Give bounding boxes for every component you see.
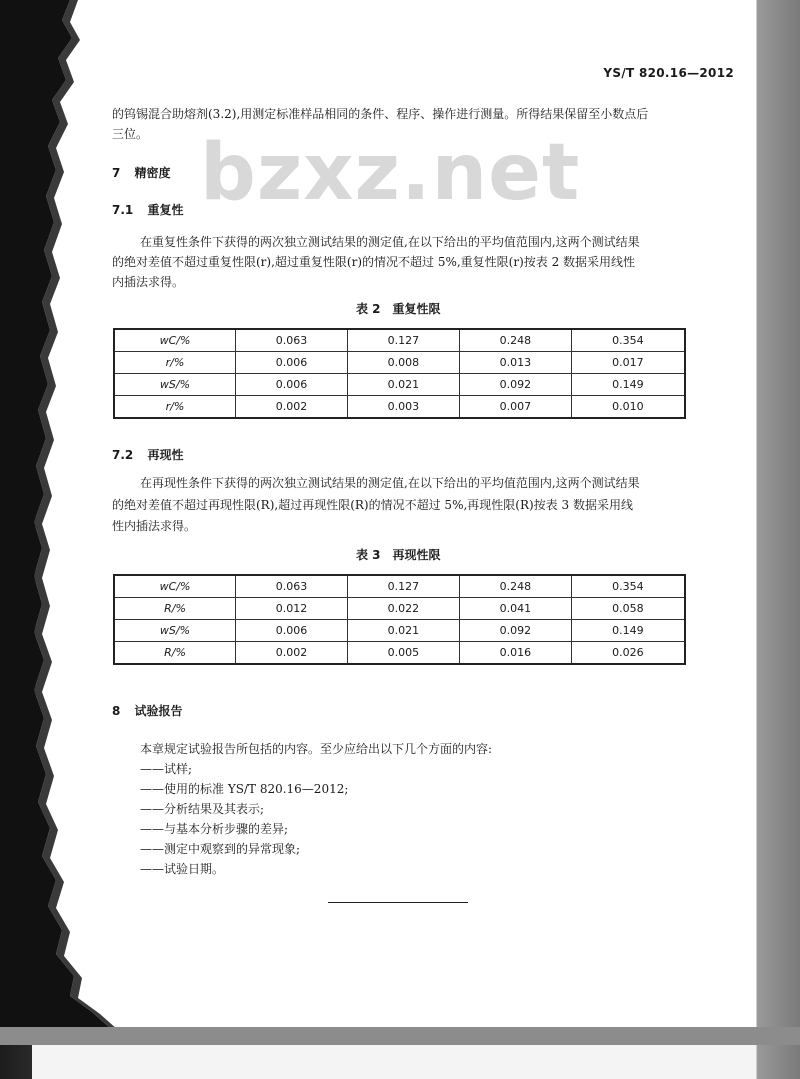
section-8-number: 8	[112, 704, 121, 718]
table-cell: 0.002	[236, 396, 348, 419]
section-8-heading	[112, 702, 183, 719]
table-cell: 0.016	[459, 642, 571, 665]
table-row	[114, 575, 685, 598]
report-item: ——测定中观察到的异常现象;	[140, 842, 301, 856]
table-cell: 0.354	[571, 575, 685, 598]
section-7-2-number: 7.2	[112, 448, 134, 462]
table-cell: 0.041	[459, 598, 571, 620]
table-cell: 0.149	[571, 374, 685, 396]
report-item: ——试验日期。	[140, 862, 225, 876]
page-gap	[0, 1027, 800, 1045]
section-7-1-heading	[112, 201, 183, 218]
table-cell: 0.021	[347, 374, 459, 396]
report-intro: 本章规定试验报告所包括的内容。至少应给出以下几个方面的内容:	[140, 742, 493, 756]
section-7-2-title: 再现性	[147, 448, 184, 462]
table-row	[114, 642, 685, 665]
table-cell: wS/%	[114, 620, 236, 642]
standard-code: YS/T 820.16—2012	[603, 66, 734, 80]
section-7-2-heading	[112, 446, 183, 463]
table-cell: 0.006	[236, 352, 348, 374]
table-row	[114, 329, 685, 352]
table-3-caption: 表 3 再现性限	[356, 548, 441, 562]
table-cell: 0.006	[236, 374, 348, 396]
table-cell: 0.017	[571, 352, 685, 374]
table-cell: 0.002	[236, 642, 348, 665]
repeatability-table	[113, 328, 686, 419]
next-page-edge	[32, 1045, 756, 1079]
intro-line-1: 的钨锡混合助熔剂(3.2),用测定标准样品相同的条件、程序、操作进行测量。所得结果保留至小数点后	[112, 107, 649, 121]
table-row	[114, 352, 685, 374]
table-cell: r/%	[114, 396, 236, 419]
table-cell: 0.248	[459, 575, 571, 598]
intro-line-2: 三位。	[112, 127, 149, 141]
table-cell: 0.058	[571, 598, 685, 620]
watermark: bzxz.net	[200, 128, 581, 218]
table-row	[114, 620, 685, 642]
section-7-1-title: 重复性	[147, 203, 184, 217]
table-cell: 0.008	[347, 352, 459, 374]
reproducibility-para-line-3: 性内插法求得。	[112, 519, 197, 533]
table-cell: 0.248	[459, 329, 571, 352]
repeatability-para-line-1: 在重复性条件下获得的两次独立测试结果的测定值,在以下给出的平均值范围内,这两个测试结果	[140, 235, 640, 249]
section-7-heading	[112, 164, 171, 181]
table-cell: 0.003	[347, 396, 459, 419]
table-cell: r/%	[114, 352, 236, 374]
report-item: ——使用的标准 YS/T 820.16—2012;	[140, 782, 349, 796]
table-cell: 0.063	[236, 329, 348, 352]
table-cell: 0.092	[459, 620, 571, 642]
table-cell: 0.005	[347, 642, 459, 665]
section-7-title: 精密度	[134, 166, 171, 180]
report-item: ——与基本分析步骤的差异;	[140, 822, 289, 836]
table-2-caption: 表 2 重复性限	[356, 302, 441, 316]
table-cell: R/%	[114, 642, 236, 665]
table-cell: wS/%	[114, 374, 236, 396]
table-cell: 0.127	[347, 575, 459, 598]
table-cell: wC/%	[114, 329, 236, 352]
scan-torn-edge	[0, 0, 120, 1030]
section-7-1-number: 7.1	[112, 203, 134, 217]
reproducibility-table	[113, 574, 686, 665]
table-cell: 0.127	[347, 329, 459, 352]
table-cell: 0.026	[571, 642, 685, 665]
table-cell: 0.022	[347, 598, 459, 620]
table-row	[114, 396, 685, 419]
table-cell: R/%	[114, 598, 236, 620]
repeatability-para-line-3: 内插法求得。	[112, 275, 185, 289]
section-7-number: 7	[112, 166, 121, 180]
report-item: ——分析结果及其表示;	[140, 802, 265, 816]
table-row	[114, 598, 685, 620]
table-cell: 0.010	[571, 396, 685, 419]
table-cell: 0.012	[236, 598, 348, 620]
section-8-title: 试验报告	[134, 704, 183, 718]
table-cell: 0.021	[347, 620, 459, 642]
table-cell: 0.149	[571, 620, 685, 642]
table-cell: 0.092	[459, 374, 571, 396]
report-item: ——试样;	[140, 762, 193, 776]
reproducibility-para-line-2: 的绝对差值不超过再现性限(R),超过再现性限(R)的情况不超过 5%,再现性限(R)按表 3 数据采用线	[112, 498, 633, 512]
repeatability-para-line-2: 的绝对差值不超过重复性限(r),超过重复性限(r)的情况不超过 5%,重复性限(r)按表 2 数据采用线性	[112, 255, 636, 269]
table-cell: wC/%	[114, 575, 236, 598]
table-cell: 0.354	[571, 329, 685, 352]
table-cell: 0.063	[236, 575, 348, 598]
reproducibility-para-line-1: 在再现性条件下获得的两次独立测试结果的测定值,在以下给出的平均值范围内,这两个测试结果	[140, 476, 640, 490]
table-cell: 0.006	[236, 620, 348, 642]
end-rule	[328, 902, 468, 903]
table-cell: 0.007	[459, 396, 571, 419]
table-cell: 0.013	[459, 352, 571, 374]
table-row	[114, 374, 685, 396]
